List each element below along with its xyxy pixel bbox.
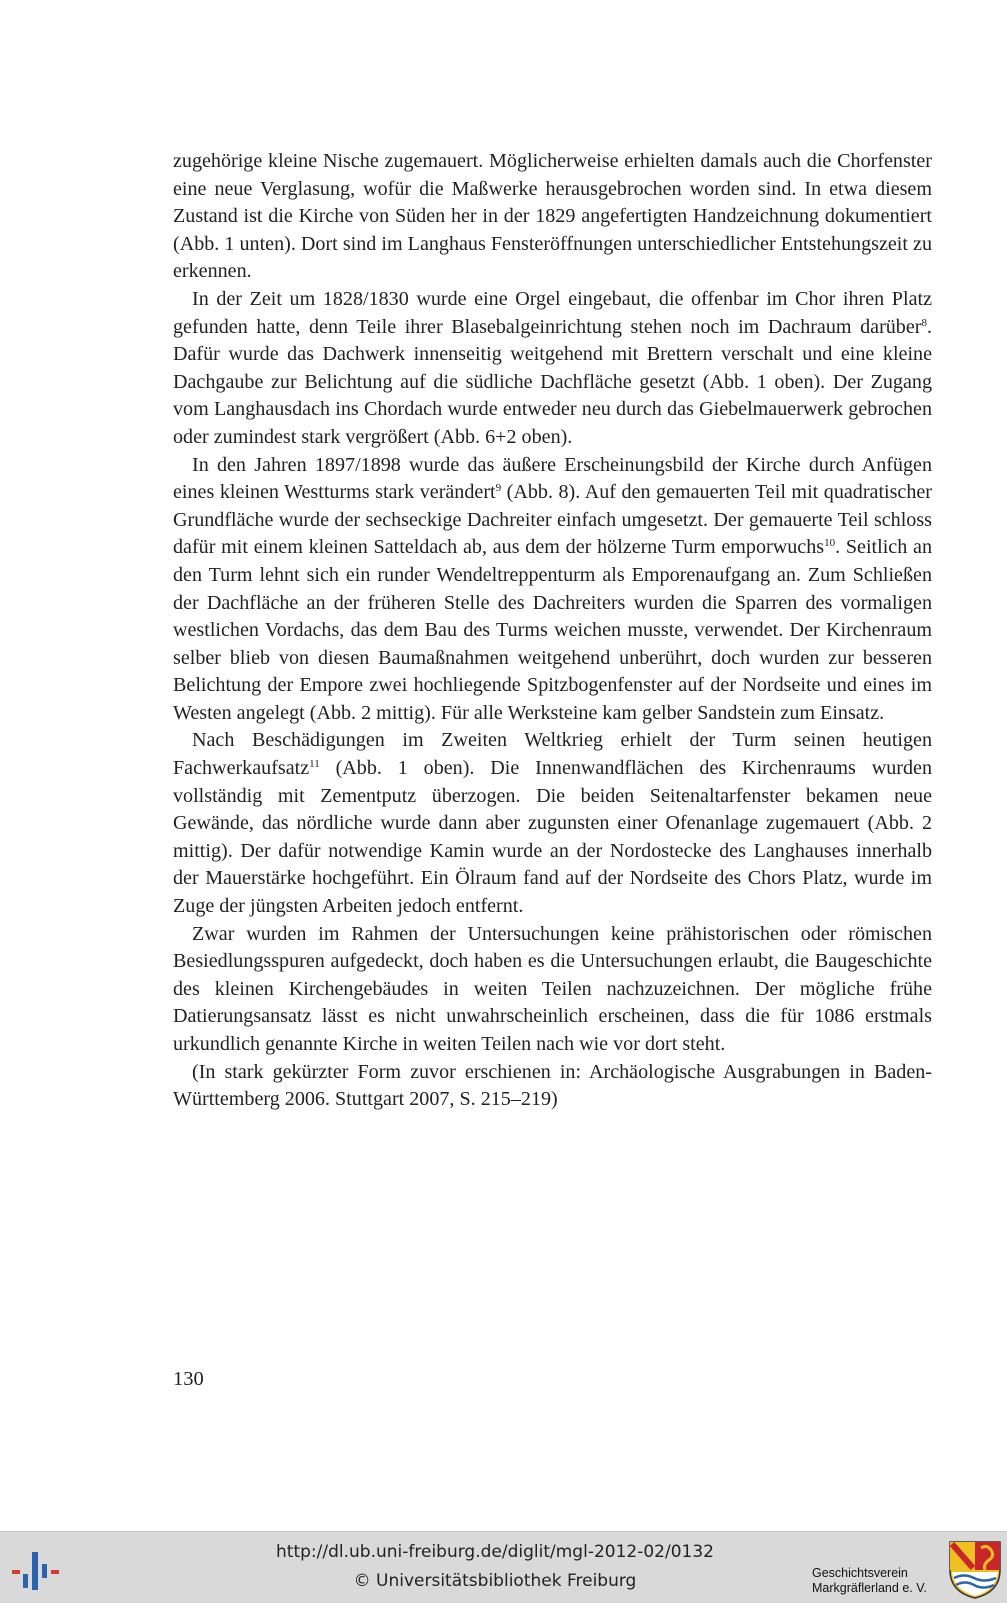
paragraph-text: . Dafür wurde das Dachwerk innenseitig weitgehend mit Brettern verschalt und eine kleine Dachgaube zur Belichtung auf die südliche Dachfläche gesetzt (Abb. 1 oben). Der Zugang vom Langhausdach ins Chordach wurde entweder neu durch das Giebelmauerwerk gebrochen oder zumindest stark vergrößert (Abb. 6+2 oben). (173, 315, 932, 448)
footnote-ref[interactable]: 8 (921, 316, 927, 329)
paragraph (173, 452, 932, 728)
paragraph-text: Nach Beschädigungen im Zweiten Weltkrieg erhielt der Turm seinen heutigen Fachwerkaufsatz (173, 729, 932, 780)
footnote-ref[interactable]: 10 (824, 537, 836, 550)
paragraph-text: . Seitlich an den Turm lehnt sich ein runder Wendeltreppenturm als Emporenaufgang an. Zum Schließen der Dachfläche an der früheren Stelle des Dachreiters wurden die Sparren des vormaligen westlichen Vordachs, das dem Bau des Turms weichen musste, verwendet. Der Kirchenraum selber blieb von diesen Baumaßnahmen weitgehend unberührt, doch wurden zur besseren Belichtung der Empore zwei hochliegende Spitzbogenfenster auf der Nordseite und eines im Westen angelegt (Abb. 2 mittig). Für alle Werksteine kam gelber Sandstein zum Einsatz. (173, 536, 932, 724)
paragraph-text: (Abb. 8). Auf den gemauerten Teil mit quadratischer Grundfläche wurde der sechseckige Dachreiter einfach umgesetzt. Der gemauerte Teil schloss dafür mit einem kleinen Satteldach ab, aus dem der hölzerne Turm emporwuchs (173, 481, 933, 559)
society-name (812, 1566, 927, 1596)
copyright-text: © Universitätsbibliothek Freiburg (353, 1571, 637, 1591)
paragraph-text: In den Jahren 1897/1898 wurde das äußere Erscheinungsbild der Kirche durch Anfügen eines kleinen Westturms stark verändert (173, 453, 932, 504)
paragraph: zugehörige kleine Nische zugemauert. Möglicherweise erhielten damals auch die Chorfenster eine neue Verglasung, wofür die Maßwerke herausgebrochen worden sind. In etwa diesem Zustand ist die Kirche von Süden her in der 1829 angefertigten Handzeichnung dokumentiert (Abb. 1 unten). Dort sind im Langhaus Fensteröffnungen unterschiedlicher Entstehungszeit zu erkennen. (173, 150, 932, 283)
ub-freiburg-logo-icon[interactable] (11, 1550, 65, 1592)
page-number: 130 (173, 1368, 204, 1390)
markgraeflerland-crest-icon[interactable] (948, 1540, 1002, 1600)
footnote-ref[interactable]: 11 (309, 758, 320, 771)
paragraph (173, 286, 932, 452)
footnote-ref[interactable]: 9 (495, 482, 502, 495)
paragraph: Zwar wurden im Rahmen der Untersuchungen keine prähistorischen oder römischen Besiedlungsspuren aufgedeckt, doch haben es die Untersuchungen erlaubt, die Baugeschichte des kleinen Kirchengebäudes in weiten Teilen nachzuzeichnen. Der mögliche frühe Datierungsansatz lässt es nicht unwahrscheinlich erscheinen, dass die für 1086 erstmals urkundlich genannte Kirche in weiten Teilen nach wie vor dort steht. (173, 922, 932, 1055)
paragraph-text: (Abb. 1 oben). Die Innenwandflächen des Kirchenraums wurden vollständig mit Zementputz überzogen. Die beiden Seitenaltarfenster bekamen neue Gewände, das nördliche wurde dann aber zugunsten einer Ofenanlage zugemauert (Abb. 2 mittig). Der dafür notwendige Kamin wurde an der Nordostecke des Langhauses innerhalb der Mauerstärke hochgeführt. Ein Ölraum fand auf der Nordseite des Chors Platz, wurde im Zuge der jüngsten Arbeiten jedoch entfernt. (173, 757, 932, 918)
society-line: Markgräflerland e. V. (812, 1581, 927, 1595)
source-url-link[interactable]: http://dl.ub.uni-freiburg.de/diglit/mgl-2012-02/0132 (276, 1542, 714, 1562)
body-text (173, 148, 932, 1114)
paragraph: (In stark gekürzter Form zuvor erschienen in: Archäologische Ausgrabungen in Baden-Württemberg 2006. Stuttgart 2007, S. 215–219) (173, 1060, 932, 1111)
society-line: Geschichtsverein (812, 1566, 908, 1580)
footer-bar (0, 1531, 1007, 1603)
paragraph (173, 727, 932, 920)
paragraph-text: In der Zeit um 1828/1830 wurde eine Orgel eingebaut, die offenbar im Chor ihren Platz gefunden hatte, denn Teile ihrer Blasebalgeinrichtung stehen noch im Dachraum darüber (173, 287, 932, 338)
